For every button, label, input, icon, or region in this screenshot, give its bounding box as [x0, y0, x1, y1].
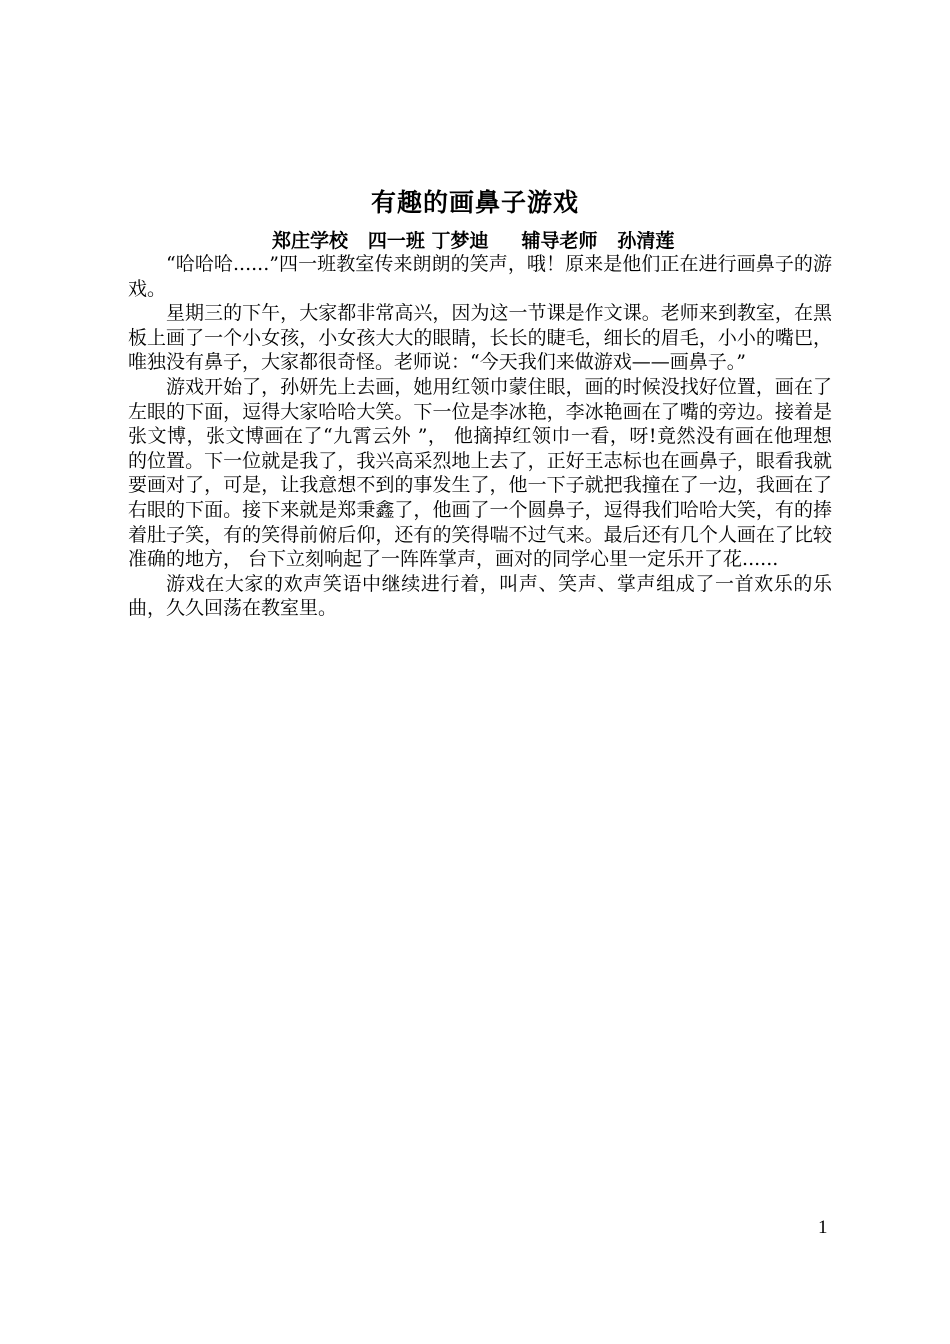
- page-number: 1: [818, 1217, 828, 1238]
- paragraph: 游戏开始了，孙妍先上去画，她用红领巾蒙住眼，画的时候没找好位置，画在了左眼的下面，逗得大家哈哈大笑。下一位是李冰艳，李冰艳画在了嘴的旁边。接着是张文博，张文博画在了“九霄云外 ”， 他摘掉红领巾一看，呀!竟然没有画在他理想的位置。下一位就是我了，我兴高采烈地上去了，正好王志标也在画鼻子，眼看我就要画对了，可是，让我意想不到的事发生了，他一下子就把我撞在了一边，我画在了右眼的下面。接下来就是郑秉鑫了，他画了一个圆鼻子，逗得我们哈哈大笑，有的捧着肚子笑，有的笑得前俯后仰，还有的笑得喘不过气来。最后还有几个人画在了比较准确的地方， 台下立刻响起了一阵阵掌声，画对的同学心里一定乐开了花......: [128, 375, 832, 571]
- paragraph: 游戏在大家的欢声笑语中继续进行着，叫声、笑声、掌声组成了一首欢乐的乐曲，久久回荡在教室里。: [128, 572, 832, 620]
- document-title: 有趣的画鼻子游戏: [370, 188, 579, 217]
- document-body: [128, 252, 832, 621]
- author-byline: 郑庄学校 四一班 丁梦迪 辅导老师 孙清莲: [272, 230, 675, 252]
- paragraph: “哈哈哈......”四一班教室传来朗朗的笑声，哦！原来是他们正在进行画鼻子的游戏。: [128, 253, 832, 300]
- paragraph: 星期三的下午，大家都非常高兴，因为这一节课是作文课。老师来到教室，在黑板上画了一个小女孩，小女孩大大的眼睛，长长的睫毛，细长的眉毛，小小的嘴巴，唯独没有鼻子，大家都很奇怪。老师说：“今天我们来做游戏——画鼻子。”: [128, 302, 832, 374]
